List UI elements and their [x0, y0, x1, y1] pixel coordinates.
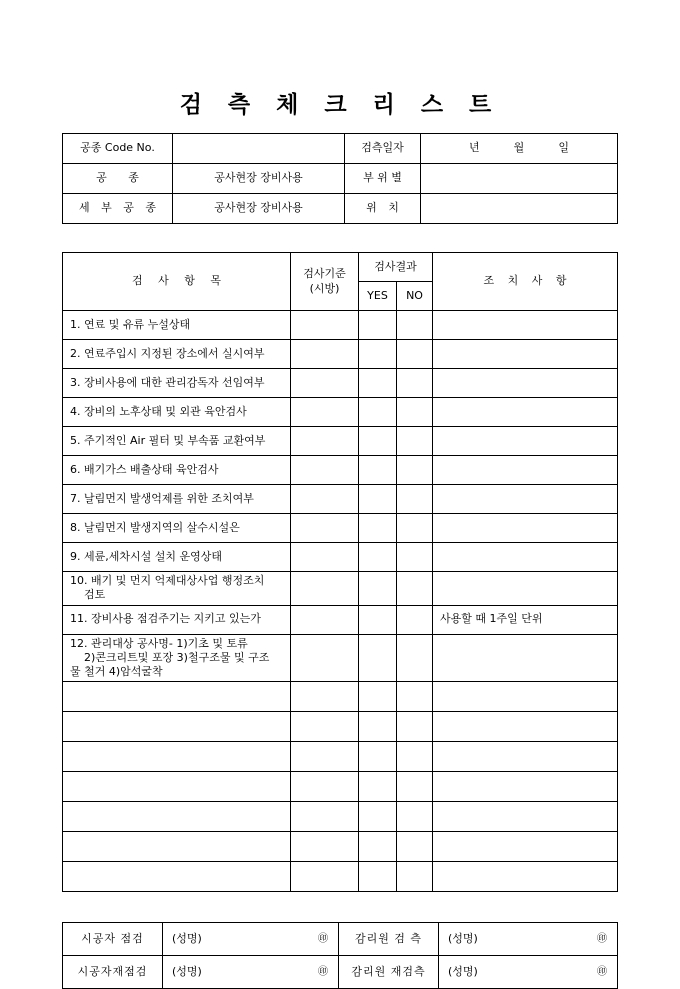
checklist-item-5: 5. 주기적인 Air 필터 및 부속품 교환여부 [63, 427, 291, 456]
seal-icon: ㊞ [318, 933, 328, 945]
table-row [63, 832, 618, 862]
checklist-item-blank[interactable] [63, 712, 291, 742]
checklist-no-blank[interactable] [397, 742, 433, 772]
checklist-no-12[interactable] [397, 634, 433, 682]
checklist-action-11[interactable]: 사용할 때 1주일 단위 [433, 605, 618, 634]
checklist-yes-10[interactable] [359, 572, 397, 606]
checklist-standard-blank[interactable] [291, 772, 359, 802]
sign-name-placeholder: (성명) [448, 965, 478, 979]
checklist-yes-8[interactable] [359, 514, 397, 543]
table-row [63, 712, 618, 742]
sign-value-contractor-recheck[interactable] [163, 956, 339, 989]
col-header-result: 검사결과 [359, 253, 433, 282]
checklist-no-blank[interactable] [397, 832, 433, 862]
date-day-label: 일 [558, 141, 569, 155]
sign-value-contractor-check[interactable] [163, 923, 339, 956]
checklist-action-8[interactable] [433, 514, 618, 543]
checklist-no-3[interactable] [397, 369, 433, 398]
checklist-no-2[interactable] [397, 340, 433, 369]
checklist-item-12-line1: 12. 관리대상 공사명- 1)기초 및 토류 [70, 636, 248, 650]
checklist-standard-4[interactable] [291, 398, 359, 427]
checklist-item-9: 9. 세륜,세차시설 설치 운영상태 [63, 543, 291, 572]
checklist-standard-1[interactable] [291, 311, 359, 340]
checklist-action-9[interactable] [433, 543, 618, 572]
checklist-action-2[interactable] [433, 340, 618, 369]
checklist-item-4: 4. 장비의 노후상태 및 외관 육안검사 [63, 398, 291, 427]
checklist-yes-1[interactable] [359, 311, 397, 340]
col-header-standard-line2: (시방) [309, 281, 340, 295]
checklist-action-blank[interactable] [433, 712, 618, 742]
checklist-action-1[interactable] [433, 311, 618, 340]
checklist-action-blank[interactable] [433, 802, 618, 832]
checklist-no-blank[interactable] [397, 862, 433, 892]
sign-name-placeholder: (성명) [172, 965, 202, 979]
checklist-item-6: 6. 배기가스 배출상태 육안검사 [63, 456, 291, 485]
col-header-item: 검 사 항 목 [63, 253, 291, 311]
col-header-standard-line1: 검사기준 [303, 266, 346, 280]
checklist-no-4[interactable] [397, 398, 433, 427]
table-row [63, 923, 618, 956]
sign-label-contractor-check: 시공자 점검 [63, 923, 163, 956]
checklist-yes-7[interactable] [359, 485, 397, 514]
table-row [63, 605, 618, 634]
checklist-standard-blank[interactable] [291, 712, 359, 742]
table-row [63, 572, 618, 606]
checklist-action-10[interactable] [433, 572, 618, 606]
table-row [63, 340, 618, 369]
date-year-label: 년 [469, 141, 480, 155]
checklist-no-blank[interactable] [397, 802, 433, 832]
checklist-item-3: 3. 장비사용에 대한 관리감독자 선임여부 [63, 369, 291, 398]
checklist-item-blank[interactable] [63, 862, 291, 892]
checklist-yes-blank[interactable] [359, 742, 397, 772]
checklist-item-11: 11. 장비사용 점검주기는 지키고 있는가 [63, 605, 291, 634]
checklist-yes-6[interactable] [359, 456, 397, 485]
table-row [63, 742, 618, 772]
checklist-standard-7[interactable] [291, 485, 359, 514]
date-month-label: 월 [513, 141, 525, 155]
sign-value-supervisor-check[interactable] [439, 923, 618, 956]
page-title: 검 측 체 크 리 스 트 [179, 92, 501, 118]
checklist-action-3[interactable] [433, 369, 618, 398]
checklist-item-1: 1. 연료 및 유류 누설상태 [63, 311, 291, 340]
header-value-part[interactable] [421, 164, 618, 194]
table-row [63, 164, 618, 194]
signature-table [62, 922, 618, 989]
checklist-yes-blank[interactable] [359, 712, 397, 742]
checklist-yes-4[interactable] [359, 398, 397, 427]
checklist-action-blank[interactable] [433, 682, 618, 712]
table-row [63, 369, 618, 398]
checklist-table [62, 252, 618, 892]
table-header-row [63, 253, 618, 282]
checklist-yes-5[interactable] [359, 427, 397, 456]
checklist-no-9[interactable] [397, 543, 433, 572]
checklist-item-12-line3: 물 철거 4)암석굴착 [70, 665, 163, 679]
checklist-no-11[interactable] [397, 605, 433, 634]
header-value-code[interactable] [173, 134, 345, 164]
checklist-item-10 [63, 572, 291, 606]
checklist-no-6[interactable] [397, 456, 433, 485]
checklist-standard-11[interactable] [291, 605, 359, 634]
checklist-item-blank[interactable] [63, 832, 291, 862]
spacer [62, 892, 618, 922]
checklist-standard-12[interactable] [291, 634, 359, 682]
header-value-date[interactable] [421, 134, 618, 164]
checklist-item-2: 2. 연료주입시 지정된 장소에서 실시여부 [63, 340, 291, 369]
checklist-no-blank[interactable] [397, 712, 433, 742]
header-info-table [62, 133, 618, 224]
checklist-yes-blank[interactable] [359, 772, 397, 802]
checklist-standard-6[interactable] [291, 456, 359, 485]
checklist-action-4[interactable] [433, 398, 618, 427]
checklist-item-blank[interactable] [63, 772, 291, 802]
header-value-location[interactable] [421, 194, 618, 224]
sign-label-supervisor-check: 감리원 검 측 [339, 923, 439, 956]
table-row [63, 427, 618, 456]
sign-name-placeholder: (성명) [448, 932, 478, 946]
checklist-standard-5[interactable] [291, 427, 359, 456]
checklist-no-blank[interactable] [397, 772, 433, 802]
table-row [63, 956, 618, 989]
checklist-no-7[interactable] [397, 485, 433, 514]
sign-name-placeholder: (성명) [172, 932, 202, 946]
checklist-yes-2[interactable] [359, 340, 397, 369]
table-row [63, 398, 618, 427]
col-header-no: NO [397, 282, 433, 311]
checklist-yes-blank[interactable] [359, 862, 397, 892]
checklist-item-7: 7. 날림먼지 발생억제를 위한 조치여부 [63, 485, 291, 514]
header-value-worktype[interactable]: 공사현장 장비사용 [173, 164, 345, 194]
header-label-part: 부 위 별 [345, 164, 421, 194]
checklist-standard-9[interactable] [291, 543, 359, 572]
spacer [62, 224, 618, 252]
table-row [63, 485, 618, 514]
table-row [63, 634, 618, 682]
table-row [63, 311, 618, 340]
checklist-standard-blank[interactable] [291, 802, 359, 832]
checklist-item-10-line1: 10. 배기 및 먼지 억제대상사업 행정조치 [70, 574, 265, 587]
header-label-location: 위 치 [345, 194, 421, 224]
checklist-action-blank[interactable] [433, 772, 618, 802]
checklist-action-12[interactable] [433, 634, 618, 682]
checklist-item-12-line2: 2)콘크리트및 포장 3)철구조물 및 구조 [84, 650, 270, 664]
col-header-standard [291, 253, 359, 311]
seal-icon: ㊞ [318, 966, 328, 978]
table-row [63, 682, 618, 712]
checklist-yes-blank[interactable] [359, 802, 397, 832]
checklist-standard-blank[interactable] [291, 742, 359, 772]
checklist-action-blank[interactable] [433, 862, 618, 892]
header-label-code: 공종 Code No. [63, 134, 173, 164]
checklist-action-blank[interactable] [433, 832, 618, 862]
checklist-item-8: 8. 날림먼지 발생지역의 살수시설은 [63, 514, 291, 543]
checklist-action-5[interactable] [433, 427, 618, 456]
header-label-worktype: 공 종 [63, 164, 173, 194]
checklist-no-10[interactable] [397, 572, 433, 606]
checklist-item-10-line2: 검토 [84, 588, 106, 602]
checklist-yes-9[interactable] [359, 543, 397, 572]
checklist-action-6[interactable] [433, 456, 618, 485]
checklist-item-blank[interactable] [63, 682, 291, 712]
checklist-yes-11[interactable] [359, 605, 397, 634]
header-label-date: 검측일자 [345, 134, 421, 164]
checklist-item-blank[interactable] [63, 742, 291, 772]
sign-label-contractor-recheck: 시공자재점검 [63, 956, 163, 989]
table-row [63, 456, 618, 485]
table-row [63, 802, 618, 832]
table-row [63, 134, 618, 164]
checklist-item-blank[interactable] [63, 802, 291, 832]
col-header-action: 조 치 사 항 [433, 253, 618, 311]
sign-value-supervisor-recheck[interactable] [439, 956, 618, 989]
checklist-action-blank[interactable] [433, 742, 618, 772]
checklist-no-blank[interactable] [397, 682, 433, 712]
checklist-no-1[interactable] [397, 311, 433, 340]
checklist-item-12 [63, 634, 291, 682]
checklist-yes-12[interactable] [359, 634, 397, 682]
checklist-standard-blank[interactable] [291, 682, 359, 712]
checklist-action-7[interactable] [433, 485, 618, 514]
col-header-yes: YES [359, 282, 397, 311]
checklist-yes-blank[interactable] [359, 682, 397, 712]
checklist-no-8[interactable] [397, 514, 433, 543]
checklist-standard-8[interactable] [291, 514, 359, 543]
checklist-yes-blank[interactable] [359, 832, 397, 862]
table-row [63, 514, 618, 543]
sign-label-supervisor-recheck: 감리원 재검측 [339, 956, 439, 989]
seal-icon: ㊞ [597, 966, 607, 978]
seal-icon: ㊞ [597, 933, 607, 945]
table-row [63, 543, 618, 572]
checklist-no-5[interactable] [397, 427, 433, 456]
checklist-yes-3[interactable] [359, 369, 397, 398]
table-row [63, 862, 618, 892]
header-label-detailtype: 세 부 공 종 [63, 194, 173, 224]
checklist-standard-3[interactable] [291, 369, 359, 398]
table-row [63, 194, 618, 224]
table-row [63, 772, 618, 802]
checklist-standard-blank[interactable] [291, 862, 359, 892]
checklist-standard-10[interactable] [291, 572, 359, 606]
header-value-detailtype[interactable]: 공사현장 장비사용 [173, 194, 345, 224]
checklist-standard-blank[interactable] [291, 832, 359, 862]
checklist-standard-2[interactable] [291, 340, 359, 369]
